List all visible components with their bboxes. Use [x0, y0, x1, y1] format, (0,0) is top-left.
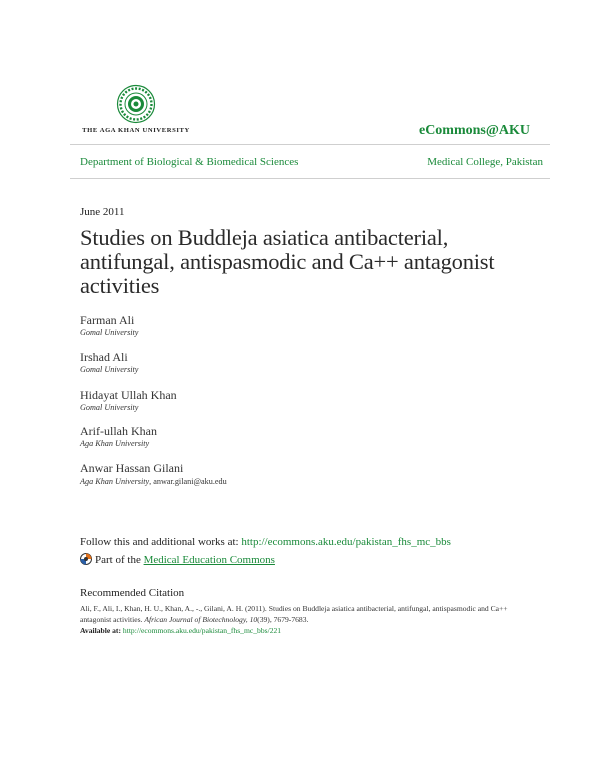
bottom-divider	[70, 178, 550, 179]
department-link[interactable]: Department of Biological & Biomedical Sciences	[80, 156, 299, 168]
author-name: Anwar Hassan Gilani	[80, 461, 184, 475]
medical-education-commons-link[interactable]: Medical Education Commons	[143, 554, 275, 566]
collection-url-link[interactable]: http://ecommons.aku.edu/pakistan_fhs_mc_bbs	[241, 536, 451, 548]
author-affiliation: Gomal University	[80, 365, 139, 374]
author-affiliation: Gomal University	[80, 403, 139, 412]
publication-date: June 2011	[80, 206, 125, 218]
author-affiliation: Aga Khan University	[80, 439, 150, 448]
author-email[interactable]: anwar.gilani@aku.edu	[153, 477, 227, 486]
citation-url-link[interactable]: http://ecommons.aku.edu/pakistan_fhs_mc_bbs/221	[122, 626, 282, 635]
aku-logo	[80, 84, 192, 134]
author-name: Arif-ullah Khan	[80, 424, 157, 438]
citation-journal: African Journal of Biotechnology, 10	[144, 615, 258, 624]
author-affiliation: Aga Khan University	[80, 477, 150, 486]
follow-line	[80, 536, 451, 548]
author-name: Farman Ali	[80, 313, 135, 327]
author-name: Hidayat Ullah Khan	[80, 388, 177, 402]
author-name: Irshad Ali	[80, 350, 128, 364]
top-divider	[70, 144, 550, 145]
part-of-prefix: Part of the	[95, 554, 144, 566]
logo-text: THE AGA KHAN UNIVERSITY	[82, 127, 190, 134]
citation-authors-title: Ali, F., Ali, I., Khan, H. U., Khan, A., -., Gilani, A. H. (2011). Studies on Buddleja asiatica antibacterial, antifungal, antispasmodic and Ca++ antagonist activities.	[80, 604, 508, 624]
article-title: Studies on Buddleja asiatica antibacterial, antifungal, antispasmodic and Ca++ antagonist activities	[80, 225, 495, 298]
citation-pages: (39), 7679-7683.	[257, 615, 309, 624]
author-affiliation-line: Aga Khan University, anwar.gilani@aku.edu	[80, 477, 227, 486]
recommended-citation-heading: Recommended Citation	[80, 587, 185, 599]
citation-text	[80, 603, 540, 636]
network-icon	[80, 553, 92, 568]
available-at-label: Available at:	[80, 626, 121, 635]
college-link[interactable]: Medical College, Pakistan	[427, 156, 543, 168]
author-affiliation: Gomal University	[80, 328, 139, 337]
ecommons-brand[interactable]: eCommons@AKU	[418, 123, 530, 138]
part-of-line	[80, 553, 275, 568]
follow-prefix: Follow this and additional works at:	[80, 536, 242, 548]
aku-emblem-icon	[116, 84, 156, 124]
